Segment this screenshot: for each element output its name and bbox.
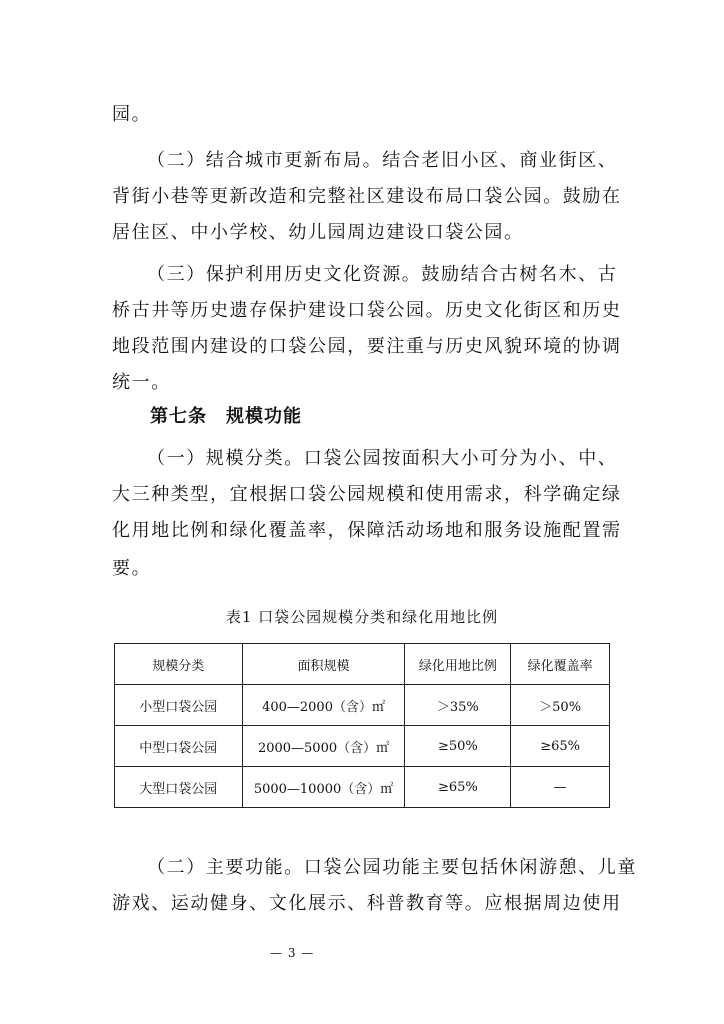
table-header-cell: 绿化用地比例 <box>405 644 511 685</box>
table-cell: — <box>511 767 610 808</box>
table-cell: 400—2000（含）㎡ <box>242 685 405 726</box>
table-cell: 中型口袋公园 <box>115 726 243 767</box>
body-line-6: 桥古井等历史遗存保护建设口袋公园。历史文化街区和历史 <box>112 300 622 321</box>
body-line-8: 统一。 <box>112 372 171 393</box>
body-line-10: 大三种类型，宜根据口袋公园规模和使用需求，科学确定绿 <box>112 484 622 505</box>
body-line-3: 背街小巷等更新改造和完整社区建设布局口袋公园。鼓励在 <box>112 186 622 207</box>
scale-table <box>114 643 610 808</box>
page-number: — 3 — <box>270 946 315 960</box>
table-caption: 表1 口袋公园规模分类和绿化用地比例 <box>225 608 499 626</box>
table-cell: ≥50% <box>405 726 511 767</box>
table-header-row <box>115 644 610 685</box>
body-line-7: 地段范围内建设的口袋公园，要注重与历史风貌环境的协调 <box>112 336 622 357</box>
table-header-cell: 规模分类 <box>115 644 243 685</box>
body-line-4: 居住区、中小学校、幼儿园周边建设口袋公园。 <box>112 222 524 243</box>
section-heading: 第七条 规模功能 <box>150 406 302 427</box>
table-cell: 5000—10000（含）㎡ <box>242 767 405 808</box>
body-line-9: （一）规模分类。口袋公园按面积大小可分为小、中、 <box>147 448 618 469</box>
body-line-12: 要。 <box>112 558 152 579</box>
table-header-cell: 面积规模 <box>242 644 405 685</box>
table-cell: 小型口袋公园 <box>115 685 243 726</box>
table-cell: ＞50% <box>511 685 610 726</box>
table-cell: ≥65% <box>405 767 511 808</box>
body-line-14: 游戏、运动健身、文化展示、科普教育等。应根据周边使用 <box>112 893 622 914</box>
table-cell: 2000—5000（含）㎡ <box>242 726 405 767</box>
table-header-cell: 绿化覆盖率 <box>511 644 610 685</box>
table-row <box>115 726 610 767</box>
body-line-5: （三）保护利用历史文化资源。鼓励结合古树名木、古 <box>147 264 618 285</box>
table-cell: 大型口袋公园 <box>115 767 243 808</box>
table-row <box>115 767 610 808</box>
body-line-13: （二）主要功能。口袋公园功能主要包括休闲游憩、儿童 <box>147 857 637 878</box>
body-line-2: （二）结合城市更新布局。结合老旧小区、商业街区、 <box>147 150 618 171</box>
body-line-1: 园。 <box>112 104 152 125</box>
table-cell: ＞35% <box>405 685 511 726</box>
table-cell: ≥65% <box>511 726 610 767</box>
table-row <box>115 685 610 726</box>
body-line-11: 化用地比例和绿化覆盖率，保障活动场地和服务设施配置需 <box>112 520 622 541</box>
